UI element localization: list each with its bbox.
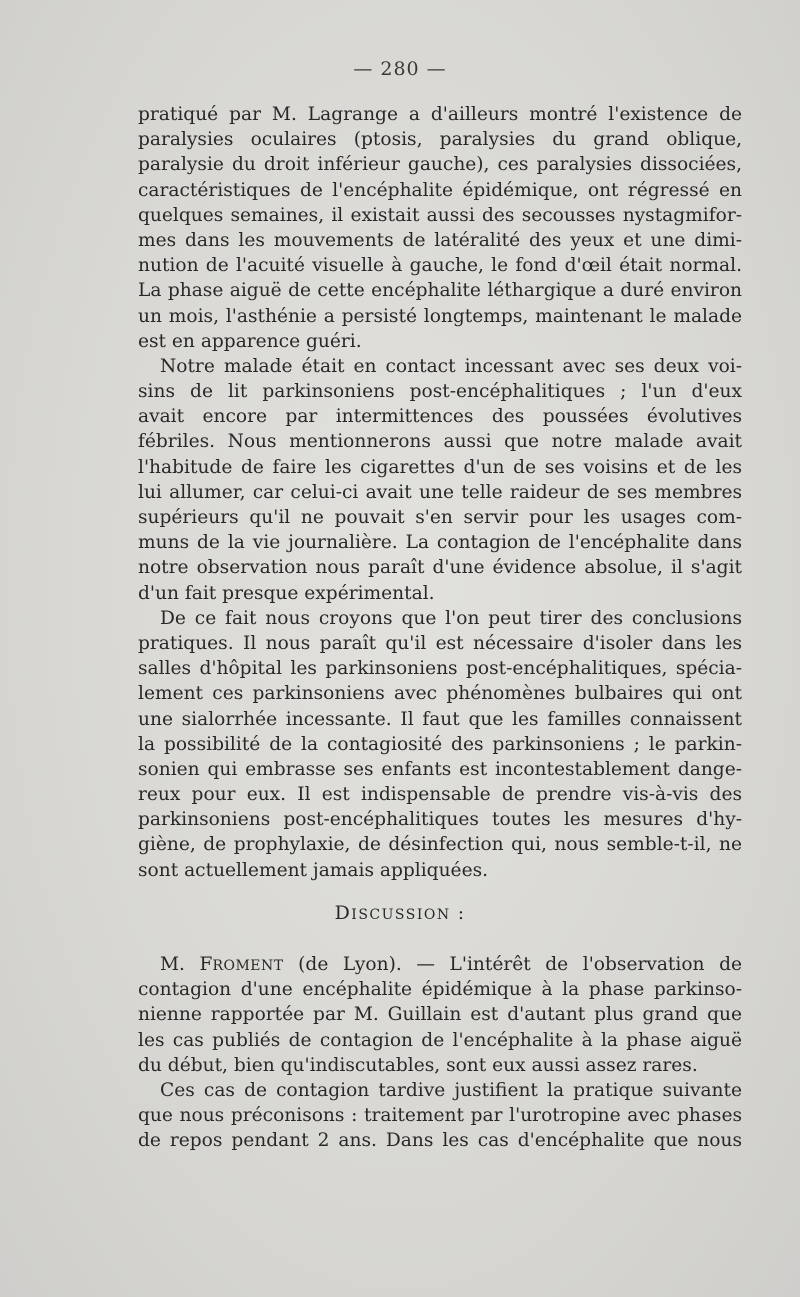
text-line: les cas publiés de contagion de l'encéphalite à la phase aiguë — [138, 1029, 742, 1051]
text-line: sins de lit parkinsoniens post-encéphalitiques ; l'un d'eux — [138, 381, 742, 403]
text-line: l'habitude de faire les cigarettes d'un de ses voisins et de les — [138, 456, 742, 478]
text-line: salles d'hôpital les parkinsoniens post-encéphalitiques, spécia- — [138, 658, 742, 680]
text-line: muns de la vie journalière. La contagion de l'encéphalite dans — [138, 532, 742, 554]
text-line: d'un fait presque expérimental. — [138, 582, 435, 604]
text-line: parkinsoniens post-encéphalitiques toutes les mesures d'hy- — [138, 809, 742, 831]
speaker-name-rest: ROMENT — [212, 958, 284, 974]
text-line: pratiqué par M. Lagrange a d'ailleurs montré l'existence de — [138, 104, 742, 125]
speaker-line-rest: (de Lyon). — L'intérêt de l'observation de — [283, 954, 742, 975]
main-text-block — [138, 102, 742, 883]
text-line: fébriles. Nous mentionnerons aussi que notre malade avait — [138, 431, 742, 453]
speaker-prefix: M. — [160, 954, 200, 975]
text-line: La phase aiguë de cette encéphalite léthargique a duré environ — [138, 280, 742, 302]
text-line: De ce fait nous croyons que l'on peut tirer des conclusions — [160, 607, 742, 629]
text-line: contagion d'une encéphalite épidémique à la phase parkinso- — [138, 979, 742, 1001]
text-line: un mois, l'asthénie a persisté longtemps, maintenant le malade — [138, 305, 742, 327]
text-line: avait encore par intermittences des poussées évolutives — [138, 406, 742, 428]
text-line: de repos pendant 2 ans. Dans les cas d'encéphalite que nous — [138, 1130, 742, 1152]
text-line: paralysie du droit inférieur gauche), ces paralysies dissociées, — [138, 154, 742, 176]
text-line: caractéristiques de l'encéphalite épidémique, ont régressé en — [138, 179, 742, 201]
text-line: notre observation nous paraît d'une évidence absolue, il s'agit — [138, 557, 742, 579]
text-line: lement ces parkinsoniens avec phénomènes bulbaires qui ont — [138, 683, 742, 705]
page-number: — 280 — — [353, 58, 447, 80]
section-heading — [0, 902, 800, 924]
text-line: une sialorrhée incessante. Il faut que les familles connaissent — [138, 708, 742, 730]
discussion-text-block — [138, 952, 742, 1154]
text-line: Notre malade était en contact incessant avec ses deux voi- — [160, 355, 742, 377]
heading-initial: D — [334, 902, 352, 924]
speaker-name — [200, 954, 284, 975]
text-line: nution de l'acuité visuelle à gauche, le fond d'œil était normal. — [138, 255, 742, 277]
text-line: du début, bien qu'indiscutables, sont eux aussi assez rares. — [138, 1054, 698, 1076]
text-line: que nous préconisons : traitement par l'urotropine avec phases — [138, 1105, 742, 1127]
text-line: supérieurs qu'il ne pouvait s'en servir pour les usages com- — [138, 507, 742, 528]
text-line: sont actuellement jamais appliquées. — [138, 859, 489, 881]
speaker-name-initial: F — [199, 954, 213, 975]
text-line: mes dans les mouvements de latéralité des yeux et une dimi- — [138, 229, 742, 251]
text-line: sonien qui embrasse ses enfants est incontestablement dange- — [138, 758, 742, 780]
text-line: pratiques. Il nous paraît qu'il est nécessaire d'isoler dans les — [138, 632, 742, 654]
text-line: la possibilité de la contagiosité des parkinsoniens ; le parkin- — [138, 733, 742, 755]
heading-rest: ISCUSSION — [351, 907, 451, 923]
text-line: nienne rapportée par M. Guillain est d'autant plus grand que — [138, 1004, 742, 1026]
text-line: paralysies oculaires (ptosis, paralysies du grand oblique, — [138, 129, 742, 151]
text-line: quelques semaines, il existait aussi des secousses nystagmifor- — [138, 204, 742, 226]
heading-suffix: : — [450, 903, 466, 924]
text-line: giène, de prophylaxie, de désinfection qui, nous semble-t-il, ne — [138, 834, 742, 856]
text-line: est en apparence guéri. — [138, 330, 362, 352]
text-line — [138, 952, 742, 977]
text-line: Ces cas de contagion tardive justifient la pratique suivante — [160, 1079, 742, 1101]
text-line: reux pour eux. Il est indispensable de prendre vis-à-vis des — [138, 784, 742, 806]
text-line: lui allumer, car celui-ci avait une telle raideur de ses membres — [138, 481, 742, 503]
